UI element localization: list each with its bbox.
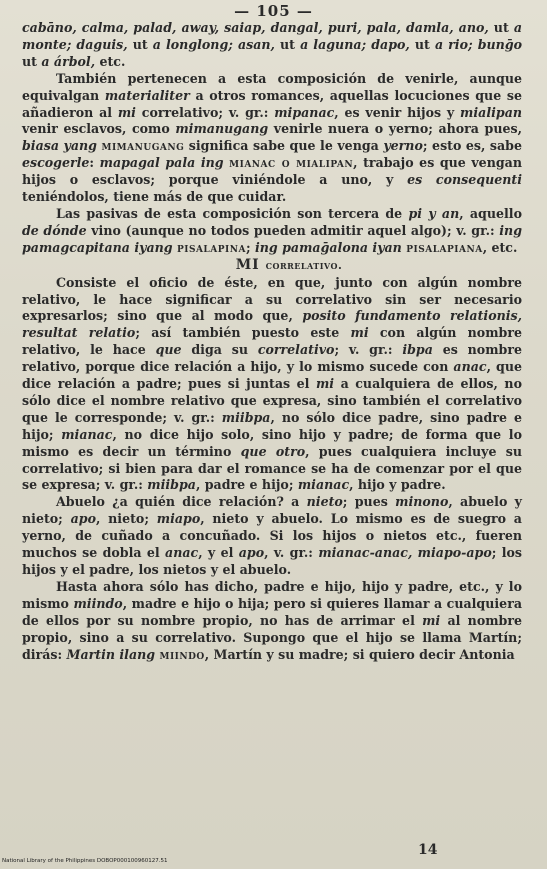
page-body-text: [22, 20, 522, 663]
page-number: — 105 —: [234, 2, 313, 20]
section-heading: MI correlativo.: [235, 256, 343, 273]
body-paragraph: Las pasivas de esta composición son tercera de pi y an, aquello de dónde vino (aunque no todos pueden admitir aquel algo); v. gr.: ing pamagcapitana iyang pisalapina; ing pamaḡalona iyan pisalapiana, etc.: [22, 205, 522, 255]
body-paragraph: Abuelo ¿a quién dice relación? a nieto; pues minono, abuelo y nieto; apo, nieto; miapo, nieto y abuelo. Lo mismo es de suegro a yerno, de cuñado a concuñado. Si los hijos o nietos etc., fueren muchos se dobla el anac, y el apo, v. gr.: mianac-anac, miapo-apo; los hijos y el padre, los nietos y el abuelo.: [22, 494, 523, 577]
body-paragraph: También pertenecen a esta composición de venirle, aunque equivalgan materialiter a otros romances, aquellas locuciones que se añadieron al mi correlativo; v. gr.: mipanac, es venir hijos y mialipan venir esclavos, como mimanugang venirle nuera o yerno; ahora pues, biasa yang mimanugang significa sabe que le venga yerno; esto es, sabe escogerle: mapagal pala ing mianac o mialipan, trabajo es que vengan hijos o esclavos; porque viniéndole a uno, y es consequenti teniéndolos, tiene más de que cuidar.: [22, 70, 523, 205]
body-paragraph: cabāno, calma, palad, away, saiap, dangal, puri, pala, damla, ano, ut a monte; daguis, ut a longlong; asan, ut a laguna; dapo, ut a rio; bunḡo ut a árbol, etc.: [22, 20, 523, 69]
body-paragraph: Consiste el oficio de éste, en que, junto con algún nombre relativo, le hace significar a su correlativo sin ser necesario expresarlos; sino que al modo que, posito fundamento relationis, resultat relatio; así también puesto este mi con algún nombre relativo, le hace que diga su correlativo; v. gr.: ibpa es nombre relativo, porque dice relación a hijo, y lo mismo sucede con anac, que dice relación a padre; pues si juntas el mi a cualquiera de ellos, no sólo dice el nombre relativo que expresa, sino también el correlativo que le corresponde; v. gr.: miibpa, no sólo dice padre, sino padre e hijo; mianac, no dice hijo solo, sino hijo y padre; de forma que lo mismo es decir un término que otro, pues cualquiera incluye su correlativo; si bien para dar el romance se ha de comenzar por el que se expresa; v. gr.: miibpa, padre e hijo; mianac, hijo y padre.: [22, 274, 523, 493]
body-paragraph: Hasta ahora sólo has dicho, padre e hijo, hijo y padre, etc., y lo mismo miindo, madre e hijo o hija; pero si quieres llamar a cualquiera de ellos por su nombre propio, no has de arrimar el mi al nombre propio, sino a su correlativo. Supongo que el hijo se llama Martín; dirás: Martin ilang miindo, Martín y su madre; si quiero decir Antonia: [22, 578, 522, 662]
scan-credit-footer: National Library of the Philippines DOBOP000100960127.51: [2, 858, 168, 864]
signature-mark: 14: [418, 842, 438, 858]
